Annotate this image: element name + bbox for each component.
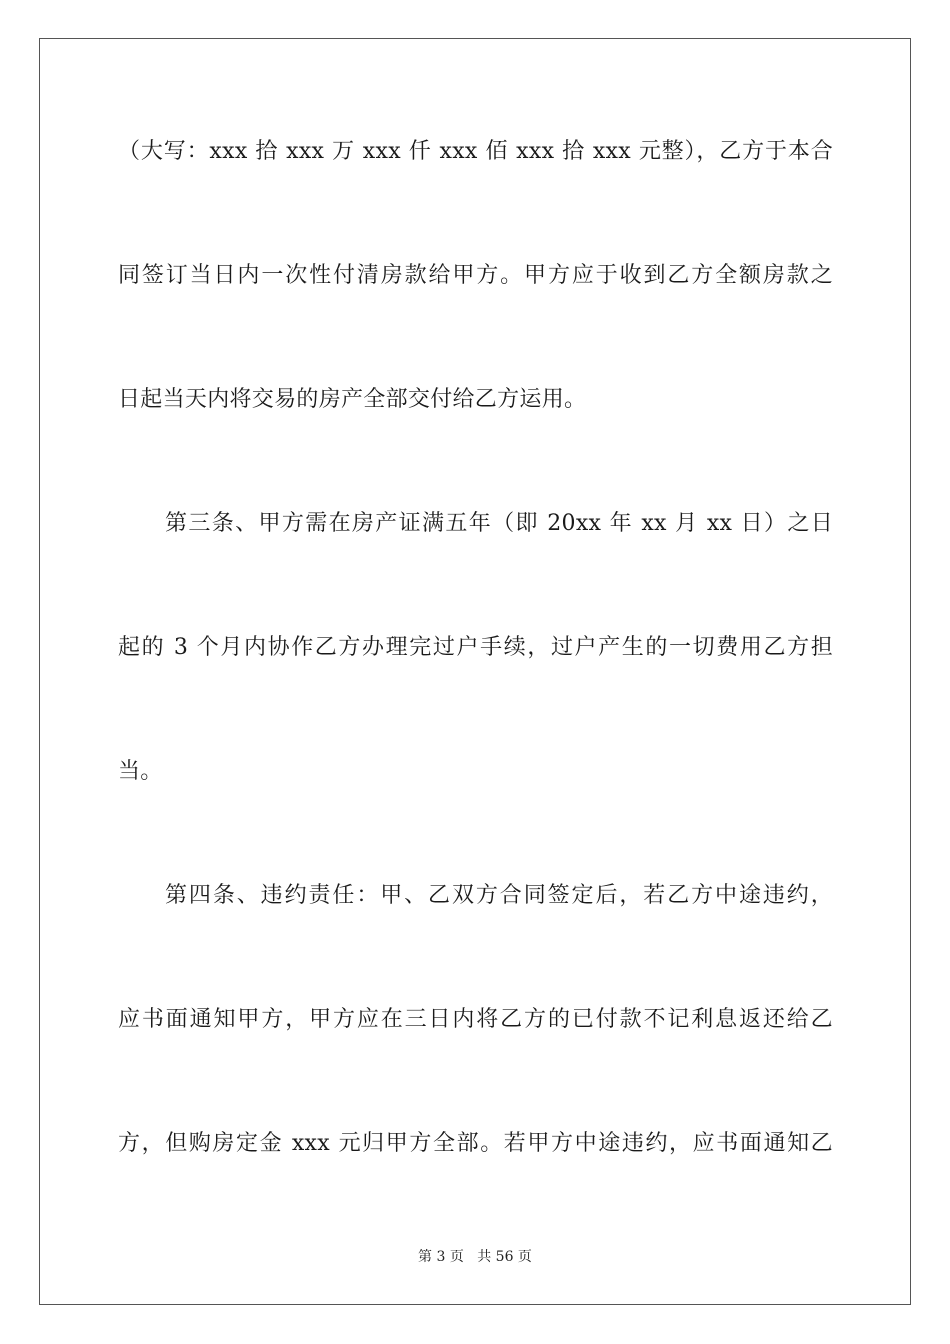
page-total: 共 56 页 bbox=[477, 1249, 532, 1265]
text-line: 日起当天内将交易的房产全部交付给乙方运用。 bbox=[118, 387, 587, 412]
text-line: 起的 3 个月内协作乙方办理完过户手续，过户产生的一切费用乙方担 bbox=[118, 635, 833, 660]
paragraph-first-line: 第三条、甲方需在房产证满五年（即 20xx 年 xx 月 xx 日）之日 bbox=[165, 511, 833, 536]
text-line: 应书面通知甲方，甲方应在三日内将乙方的已付款不记利息返还给乙 bbox=[118, 1007, 833, 1032]
paragraph-first-line: 第四条、违约责任：甲、乙双方合同签定后，若乙方中途违约， bbox=[165, 883, 833, 908]
text-line: 方，但购房定金 xxx 元归甲方全部。若甲方中途违约，应书面通知乙 bbox=[118, 1131, 833, 1156]
page-footer bbox=[0, 1248, 950, 1266]
text-line: （大写：xxx 拾 xxx 万 xxx 仟 xxx 佰 xxx 拾 xxx 元整），乙方于本合 bbox=[118, 139, 833, 164]
page-border bbox=[39, 38, 911, 1305]
text-line: 同签订当日内一次性付清房款给甲方。甲方应于收到乙方全额房款之 bbox=[118, 263, 833, 288]
text-line: 当。 bbox=[118, 759, 163, 784]
page-number: 第 3 页 bbox=[418, 1249, 464, 1265]
